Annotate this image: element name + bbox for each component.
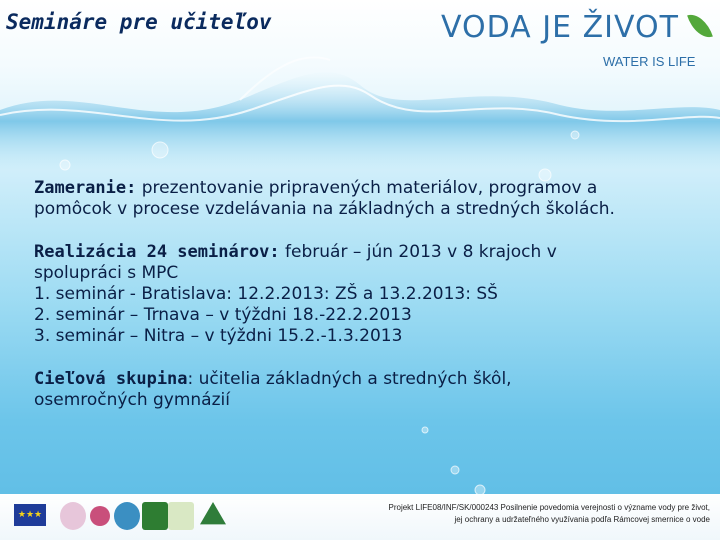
- section-realization: [34, 242, 714, 347]
- section-label: Zameranie:: [34, 178, 137, 198]
- logo-main-text: VODA JE ŽIVOT: [441, 10, 679, 45]
- section-line: pomôcok v procese vzdelávania na základných a stredných školách.: [34, 199, 615, 219]
- section-line: [34, 369, 714, 390]
- footer-line: Projekt LIFE08/INF/SK/000243 Posilnenie povedomia verejnosti o význame vody pre život,: [388, 503, 710, 512]
- section-line: 1. seminár - Bratislava: 12.2.2013: ZŠ a 13.2.2013: SŠ: [34, 284, 498, 304]
- section-text: február – jún 2013 v 8 krajoch v: [285, 242, 557, 262]
- slide-content: [34, 178, 714, 433]
- section-line: 3. seminár – Nitra – v týždni 15.2.-1.3.2013: [34, 326, 403, 346]
- section-text: : učitelia základných a stredných škôl,: [187, 369, 512, 389]
- section-label: Cieľová skupina: [34, 369, 188, 389]
- section-focus: [34, 178, 714, 220]
- footer-line: jej ochrany a udržateľného využívania podľa Rámcovej smernice o vode: [454, 515, 710, 524]
- section-line: osemročných gymnázií: [34, 390, 230, 410]
- forest-logo: [200, 502, 226, 530]
- partner-logo: [90, 506, 110, 526]
- eu-flag-logo: ★★★: [14, 504, 46, 526]
- voda-je-zivot-logo: [435, 6, 715, 76]
- section-line: [34, 178, 714, 199]
- section-text: prezentovanie pripravených materiálov, programov a: [141, 178, 598, 198]
- section-line: [34, 242, 714, 263]
- logo-sub-text: WATER IS LIFE: [603, 54, 696, 69]
- footer-bar: [0, 494, 720, 540]
- leaf-icon: [687, 10, 713, 42]
- sazp-logo: [142, 502, 168, 530]
- section-line: 2. seminár – Trnava – v týždni 18.-22.2.2013: [34, 305, 412, 325]
- section-target-group: [34, 369, 714, 411]
- footer-project-text: [350, 502, 710, 526]
- slide-title: Semináre pre učiteľov: [6, 10, 272, 34]
- partner-logo: [60, 502, 86, 530]
- section-label: Realizácia 24 seminárov:: [34, 242, 280, 262]
- partner-logo: [168, 502, 194, 530]
- section-line: spolupráci s MPC: [34, 263, 179, 283]
- partner-logo: [114, 502, 140, 530]
